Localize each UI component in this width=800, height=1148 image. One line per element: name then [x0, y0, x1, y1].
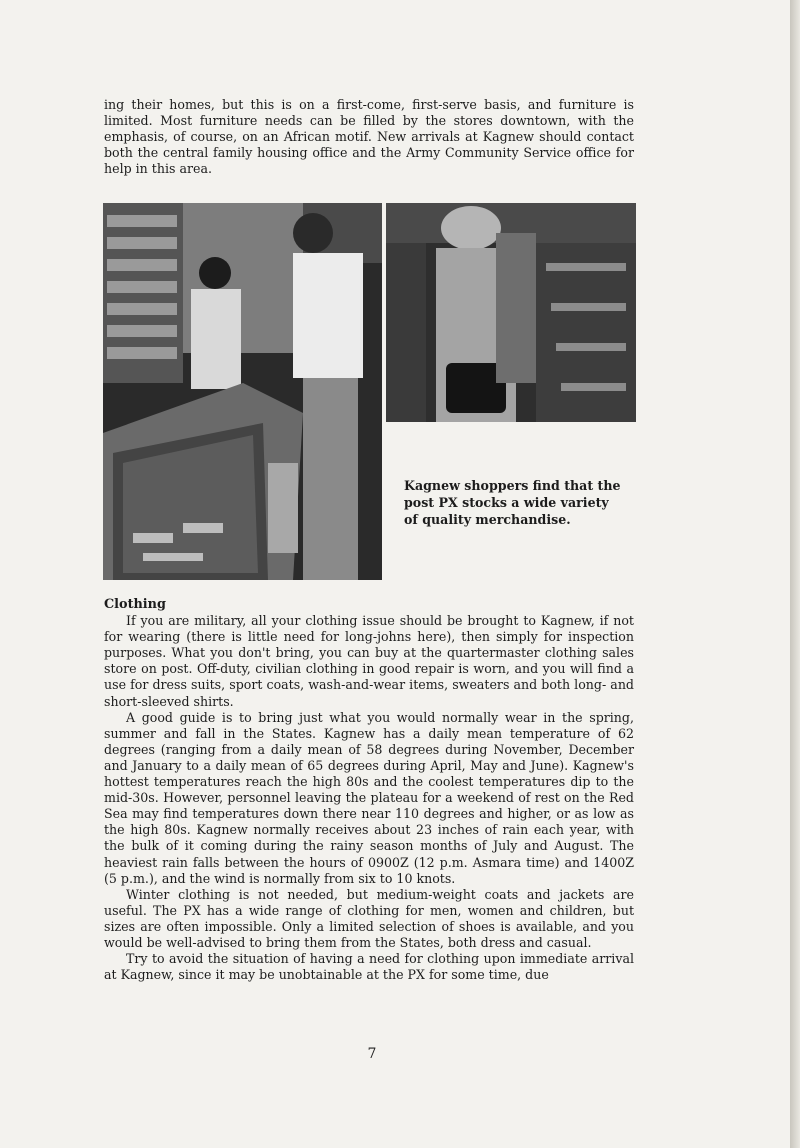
page-edge: [790, 0, 800, 1148]
body-paragraph: A good guide is to bring just what you would normally wear in the spring, summer and fall in the States. Kagnew has a daily mean temperature of 62 degrees (ranging from a daily mean of 58 degrees during November, December and January to a daily mean of 65 degrees during April, May and June). Kagnew's hottest temperatures reach the high 80s and the coolest temperatures dip to the mid-30s. However, personnel leaving the plateau for a weekend of rest on the Red Sea may find temperatures down there near 110 degrees and higher, or as low as the high 80s. Kagnew normally receives about 23 inches of rain each year, with the bulk of it coming during the rainy season months of July and August. The heaviest rain falls between the hours of 0900Z (12 p.m. Asmara time) and 1400Z (5 p.m.), and the wind is normally from six to 10 knots.: [104, 709, 634, 886]
body-paragraph: If you are military, all your clothing issue should be brought to Kagnew, if not for wearing (there is little need for long-johns here), then simply for inspection purposes. What you don't bring, you can buy at the quartermaster clothing sales store on post. Off-duty, civilian clothing in good repair is worn, and you will find a use for dress suits, sport coats, wash-and-wear items, sweaters and both long- and short-sleeved shirts.: [104, 613, 634, 709]
photo-px-counter-image: [103, 203, 382, 580]
photo-px-shoppers: [386, 203, 636, 422]
intro-text: [104, 97, 634, 177]
page-number: 7: [367, 1046, 377, 1062]
photo-px-counter: [103, 203, 382, 580]
caption-line: Kagnew shoppers find that the: [404, 478, 621, 493]
caption-line: post PX stocks a wide variety: [404, 495, 609, 510]
clothing-section: [104, 597, 634, 983]
body-paragraph: Try to avoid the situation of having a need for clothing upon immediate arrival at Kagnew, since it may be unobtainable at the PX for some time, due: [104, 951, 634, 983]
caption-line: of quality merchandise.: [404, 512, 571, 527]
body-paragraph: Winter clothing is not needed, but medium-weight coats and jackets are useful. The PX has a wide range of clothing for men, women and children, but sizes are often impossible. Only a limited selection of shoes is available, and you would be well-advised to bring them from the States, both dress and casual.: [104, 886, 634, 950]
photo-caption: [404, 477, 634, 528]
intro-paragraph: ing their homes, but this is on a first-come, first-serve basis, and furniture is limited. Most furniture needs can be filled by the stores downtown, with the emphasis, of course, on an African motif. New arrivals at Kagnew should contact both the central family housing office and the Army Community Service office for help in this area.: [104, 97, 634, 177]
section-heading: Clothing: [104, 597, 166, 612]
photo-px-shoppers-image: [386, 203, 636, 422]
